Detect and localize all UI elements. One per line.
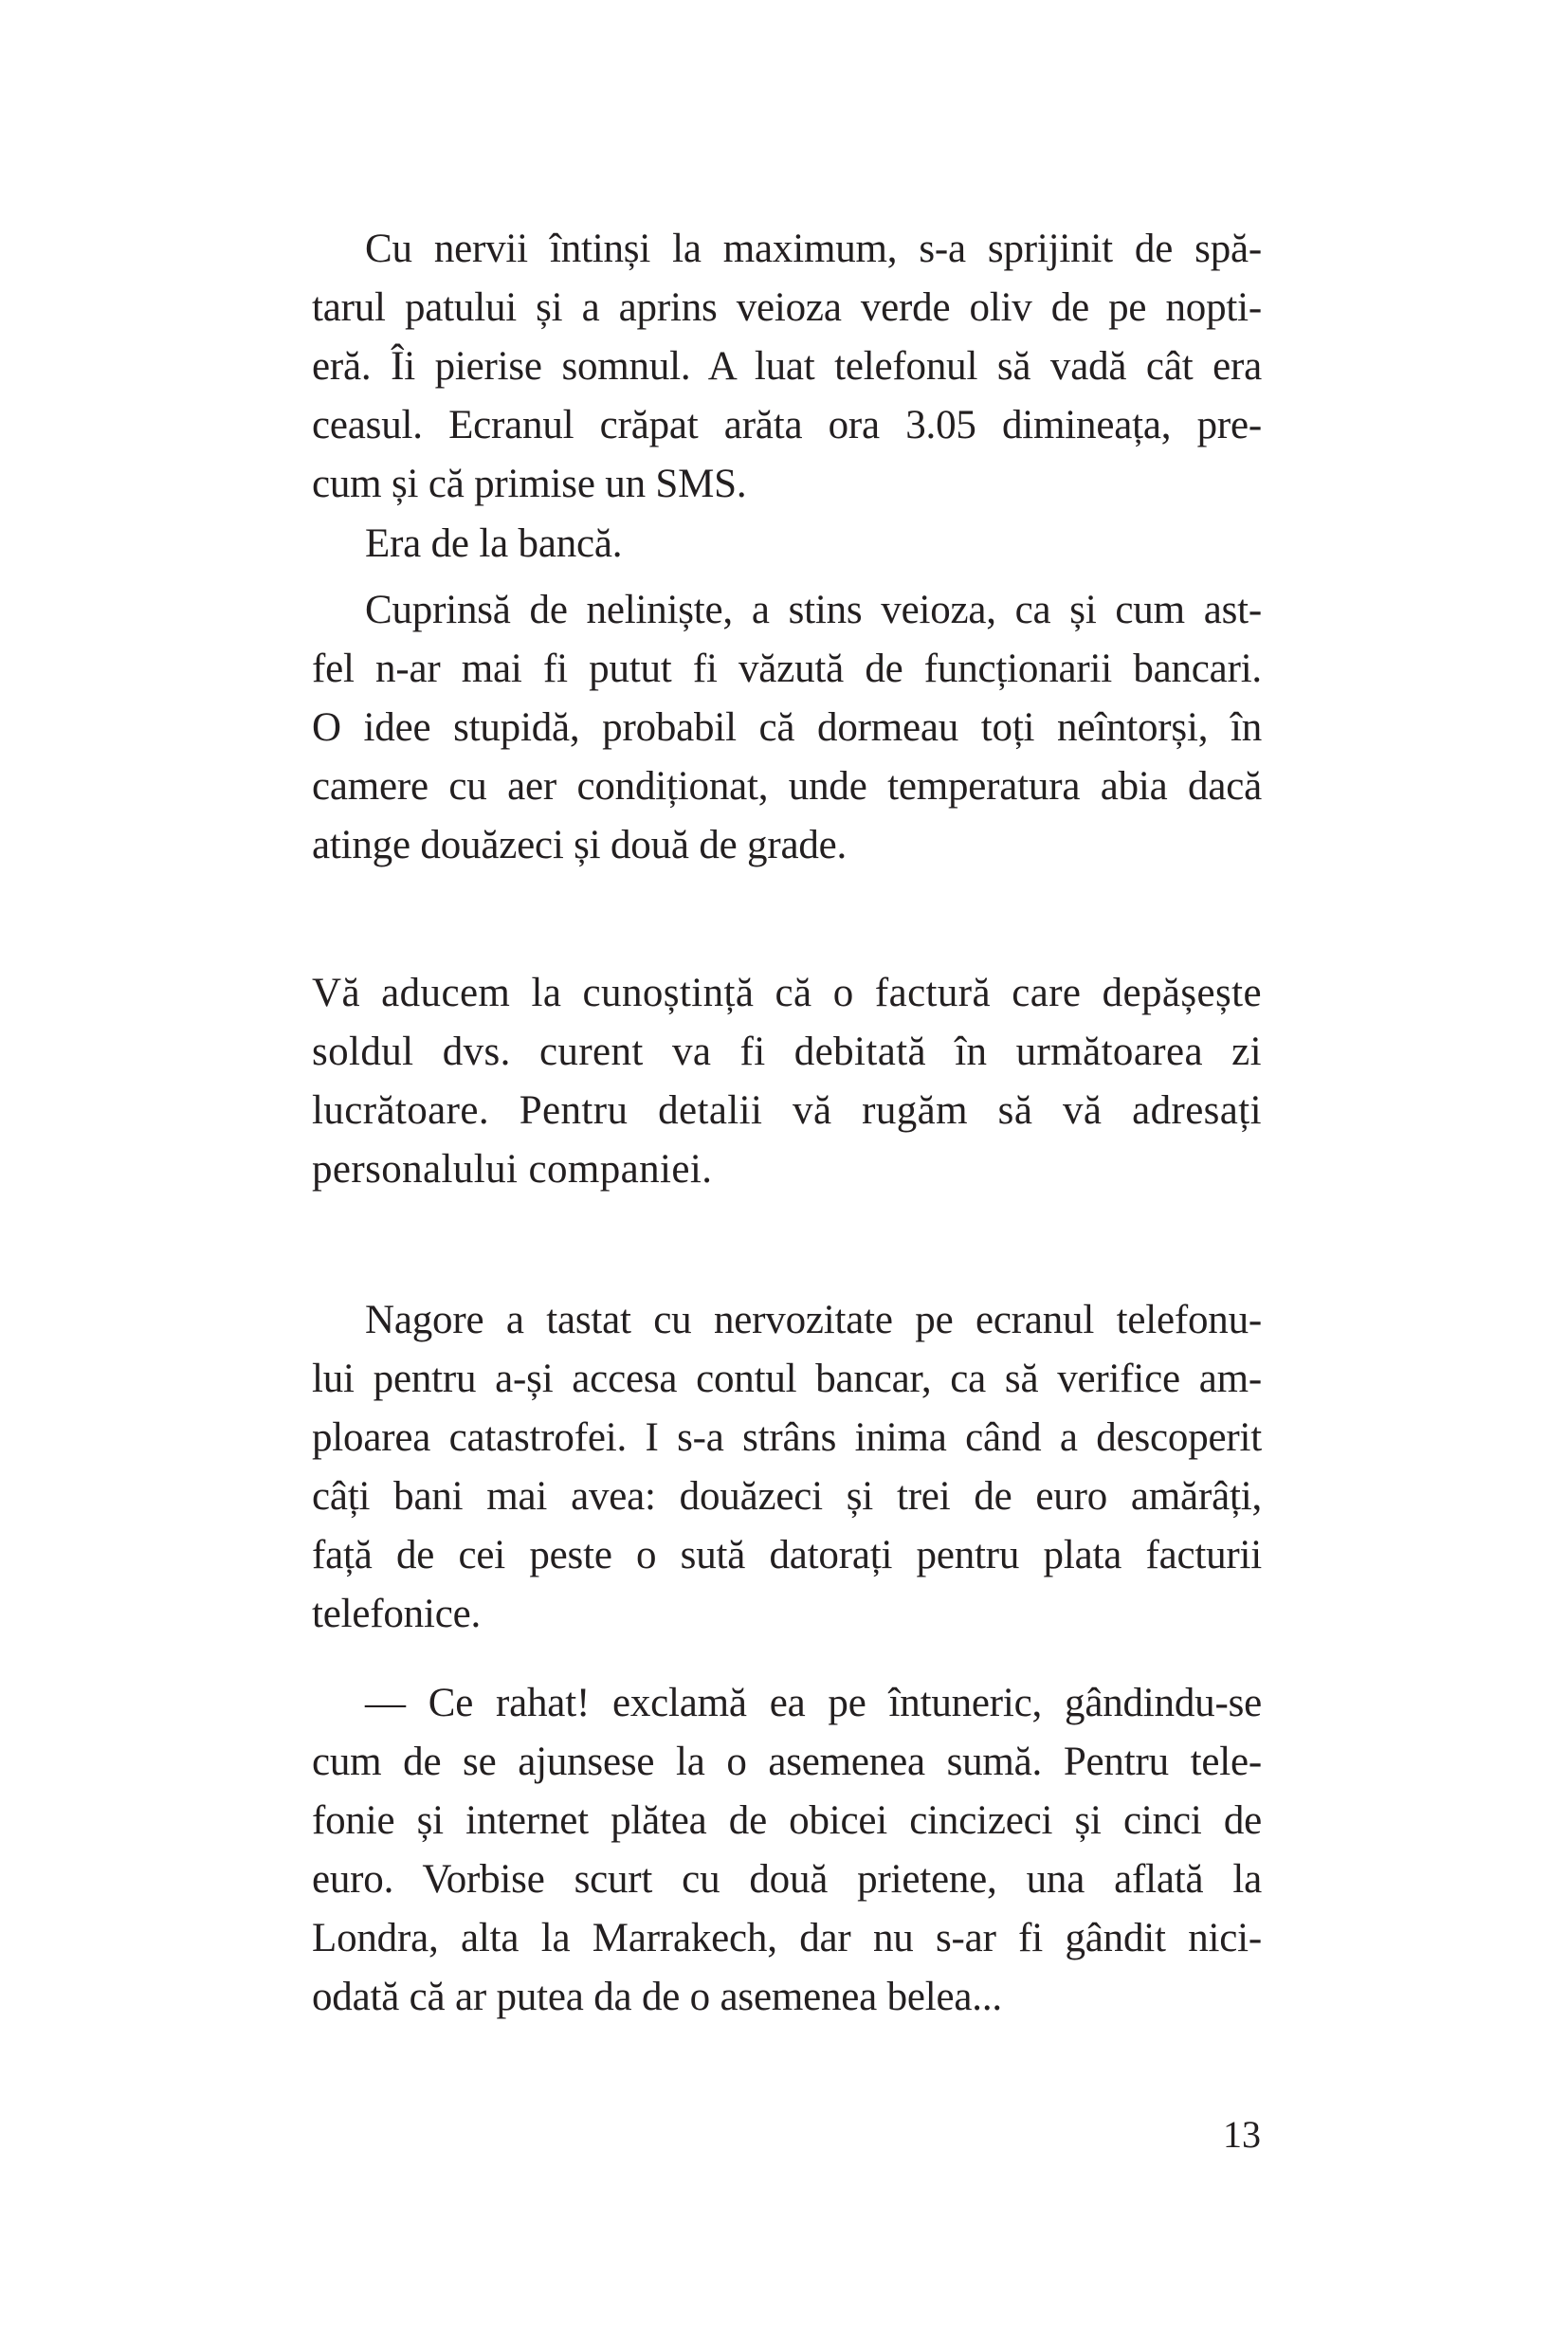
text-line: câți bani mai avea: douăzeci și trei de euro amărâți, [312,1474,1262,1519]
text-line: fel n-ar mai fi putut fi văzută de funcționarii bancari. [312,647,1262,691]
text-line: lucrătoare. Pentru detalii vă rugăm să vă adresați [312,1088,1262,1133]
text-line: tarul patului și a aprins veioza verde oliv de pe nopti- [312,285,1262,330]
text-line: Londra, alta la Marrakech, dar nu s-ar fi gândit nici- [312,1916,1262,1960]
text-line: Cu nervii întinși la maximum, s-a sprijinit de spă- [365,227,1262,271]
text-line: cum de se ajunsese la o asemenea sumă. Pentru tele- [312,1740,1262,1784]
text-line: fonie și internet plătea de obicei cincizeci și cinci de [312,1798,1262,1843]
paragraph-5 [312,1674,1262,2027]
text-line: telefonice. [312,1592,482,1636]
text-line: soldul dvs. curent va fi debitată în următoarea zi [312,1030,1262,1074]
text-line: Vă aducem la cunoștință că o factură care depășește [312,971,1262,1015]
text-line: ceasul. Ecranul crăpat arăta ora 3.05 dimineața, pre- [312,403,1262,447]
text-line: ploarea catastrofei. I s-a strâns inima când a descoperit [312,1415,1262,1460]
text-line: camere cu aer condiționat, unde temperatura abia dacă [312,764,1262,809]
text-line: euro. Vorbise scurt cu două prietene, una aflată la [312,1857,1262,1902]
text-line: Nagore a tastat cu nervozitate pe ecranul telefonu- [365,1298,1262,1342]
text-line: Era de la bancă. [365,521,623,566]
text-line: cum și că primise un SMS. [312,462,747,506]
paragraph-3 [312,581,1262,875]
sms-message-block [312,964,1262,1199]
text-line: personalului companiei. [312,1147,713,1192]
text-line: eră. Îi pierise somnul. A luat telefonul să vadă cât era [312,344,1262,389]
text-line: lui pentru a-și accesa contul bancar, ca să verifice am- [312,1357,1262,1401]
text-line: O idee stupidă, probabil că dormeau toți neîntorși, în [312,705,1262,750]
text-line: odată că ar putea da de o asemenea belea... [312,1975,1002,2019]
text-line: atinge douăzeci și două de grade. [312,823,848,867]
text-line: Cuprinsă de neliniște, a stins veioza, ca și cum ast- [365,588,1262,632]
paragraph-2 [312,515,1262,574]
paragraph-4 [312,1291,1262,1644]
paragraph-1 [312,220,1262,514]
text-line: față de cei peste o sută datorați pentru plata facturii [312,1533,1262,1577]
page-number: 13 [1223,2113,1261,2156]
text-line: — Ce rahat! exclamă ea pe întuneric, gândindu-se [365,1681,1262,1725]
